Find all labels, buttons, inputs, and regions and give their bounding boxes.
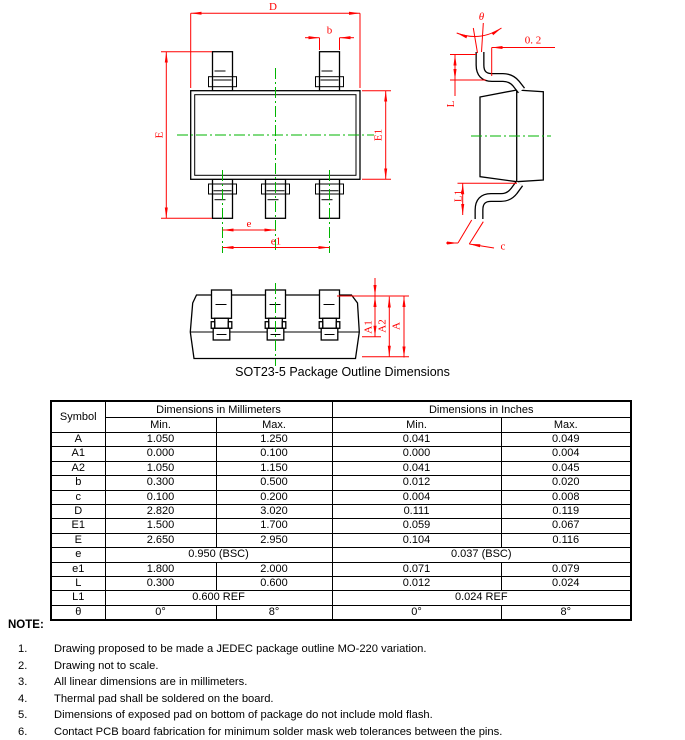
- dim-label-L: L: [445, 100, 457, 108]
- mm-max-cell: 2.950: [216, 533, 332, 547]
- mm-min-cell: 1.800: [105, 562, 216, 576]
- in-max-cell: 0.067: [501, 519, 631, 533]
- note-number: 4.: [18, 692, 28, 705]
- dim-label-theta: θ: [478, 11, 485, 23]
- table-row: [51, 548, 631, 562]
- table-row: [51, 577, 631, 591]
- dim-label-c: c: [500, 240, 506, 253]
- table-row: [51, 591, 631, 605]
- table-row: [51, 461, 631, 475]
- symbol-header: Symbol: [51, 401, 105, 433]
- table-header-row: [51, 401, 631, 418]
- note-text: Contact PCB board fabrication for minimum solder mask web tolerances between the pins.: [54, 725, 503, 738]
- dim-label-e1: e1: [270, 235, 282, 248]
- symbol-cell: e1: [51, 562, 105, 576]
- symbol-cell: A2: [51, 461, 105, 475]
- in-max-cell: 0.024: [501, 577, 631, 591]
- dim-label-A: A: [390, 322, 403, 330]
- mm-span-cell: 0.600 REF: [105, 591, 332, 605]
- in-max-cell: 0.045: [501, 461, 631, 475]
- table-row: [51, 533, 631, 547]
- table-row: [51, 490, 631, 504]
- note-item: [8, 724, 678, 740]
- front-view-drawing: [190, 278, 409, 366]
- in-min-cell: 0.041: [332, 461, 501, 475]
- in-max-cell: 0.008: [501, 490, 631, 504]
- side-view-drawing: [445, 11, 555, 253]
- mm-min-cell: 2.820: [105, 505, 216, 519]
- mm-max-cell: 0.500: [216, 476, 332, 490]
- mm-min-cell: 0.300: [105, 577, 216, 591]
- in-max-header: Max.: [501, 418, 631, 433]
- note-text: Drawing proposed to be made a JEDEC package outline MO-220 variation.: [54, 643, 427, 655]
- mm-min-cell: 1.050: [105, 461, 216, 475]
- symbol-cell: D: [51, 505, 105, 519]
- mm-min-cell: 0°: [105, 605, 216, 620]
- in-max-cell: 0.116: [501, 533, 631, 547]
- dim-label-offset: 0. 2: [524, 34, 542, 47]
- symbol-cell: e: [51, 548, 105, 562]
- in-max-cell: 0.004: [501, 447, 631, 461]
- in-min-cell: 0°: [332, 605, 501, 620]
- dimensions-table: [50, 400, 632, 621]
- in-min-cell: 0.000: [332, 447, 501, 461]
- symbol-cell: c: [51, 490, 105, 504]
- note-item: [8, 674, 678, 691]
- mm-min-cell: 0.000: [105, 447, 216, 461]
- in-span-cell: 0.024 REF: [332, 591, 631, 605]
- mm-max-header: Max.: [216, 418, 332, 433]
- mm-min-cell: 1.050: [105, 433, 216, 447]
- dim-label-b: b: [326, 24, 333, 37]
- mm-max-cell: 0.600: [216, 577, 332, 591]
- mm-max-cell: 8°: [216, 605, 332, 620]
- dim-label-E1: E1: [372, 128, 385, 142]
- note-number: 3.: [18, 676, 28, 689]
- in-min-header: Min.: [332, 418, 501, 433]
- dim-label-e: e: [246, 218, 252, 230]
- symbol-cell: b: [51, 476, 105, 490]
- dimensions-table-body: [51, 433, 631, 621]
- note-text: All linear dimensions are in millimeters.: [54, 676, 248, 689]
- in-max-cell: 0.020: [501, 476, 631, 490]
- table-row: [51, 433, 631, 447]
- mm-min-header: Min.: [105, 418, 216, 433]
- symbol-cell: E1: [51, 519, 105, 533]
- in-max-cell: 0.049: [501, 433, 631, 447]
- note-item: [8, 641, 678, 658]
- note-text: Thermal pad shall be soldered on the board.: [54, 692, 274, 705]
- table-row: [51, 447, 631, 461]
- table-row: [51, 505, 631, 519]
- mm-max-cell: 1.700: [216, 519, 332, 533]
- note-text: Dimensions of exposed pad on bottom of package do not include mold flash.: [54, 709, 433, 722]
- mm-max-cell: 0.200: [216, 490, 332, 504]
- dim-label-D: D: [269, 1, 277, 13]
- in-min-cell: 0.111: [332, 505, 501, 519]
- dim-label-A1: A1: [362, 320, 375, 334]
- mm-max-cell: 2.000: [216, 562, 332, 576]
- symbol-cell: θ: [51, 605, 105, 620]
- notes-section: [8, 619, 678, 740]
- in-min-cell: 0.004: [332, 490, 501, 504]
- symbol-cell: A1: [51, 447, 105, 461]
- in-min-cell: 0.012: [332, 476, 501, 490]
- note-number: 2.: [18, 659, 28, 672]
- symbol-cell: E: [51, 533, 105, 547]
- symbol-cell: L1: [51, 591, 105, 605]
- drawing-caption: SOT23-5 Package Outline Dimensions: [235, 365, 450, 379]
- note-item: [8, 658, 678, 675]
- dim-label-L1: L1: [452, 189, 465, 203]
- mm-min-cell: 0.300: [105, 476, 216, 490]
- in-min-cell: 0.104: [332, 533, 501, 547]
- mm-max-cell: 1.250: [216, 433, 332, 447]
- symbol-cell: A: [51, 433, 105, 447]
- in-max-cell: 0.119: [501, 505, 631, 519]
- mm-max-cell: 0.100: [216, 447, 332, 461]
- mm-min-cell: 0.100: [105, 490, 216, 504]
- mm-min-cell: 1.500: [105, 519, 216, 533]
- dim-label-A2: A2: [376, 319, 389, 333]
- notes-title: NOTE:: [8, 619, 44, 631]
- note-item: [8, 691, 678, 708]
- note-text: Drawing not to scale.: [54, 659, 159, 672]
- note-number: 1.: [18, 643, 28, 655]
- in-max-cell: 0.079: [501, 562, 631, 576]
- table-row: [51, 476, 631, 490]
- in-span-cell: 0.037 (BSC): [332, 548, 631, 562]
- dim-label-E: E: [153, 131, 166, 139]
- symbol-cell: L: [51, 577, 105, 591]
- mm-group-header: Dimensions in Millimeters: [105, 401, 332, 418]
- mm-min-cell: 2.650: [105, 533, 216, 547]
- inches-group-header: Dimensions in Inches: [332, 401, 631, 418]
- in-min-cell: 0.041: [332, 433, 501, 447]
- table-row: [51, 519, 631, 533]
- in-min-cell: 0.012: [332, 577, 501, 591]
- notes-list: [8, 641, 678, 740]
- mm-max-cell: 3.020: [216, 505, 332, 519]
- top-view-drawing: [154, 1, 392, 253]
- mm-max-cell: 1.150: [216, 461, 332, 475]
- table-subheader-row: [51, 418, 631, 433]
- in-max-cell: 8°: [501, 605, 631, 620]
- in-min-cell: 0.071: [332, 562, 501, 576]
- note-number: 6.: [18, 725, 28, 738]
- note-item: [8, 707, 678, 724]
- note-number: 5.: [18, 709, 28, 722]
- mm-span-cell: 0.950 (BSC): [105, 548, 332, 562]
- table-row: [51, 562, 631, 576]
- in-min-cell: 0.059: [332, 519, 501, 533]
